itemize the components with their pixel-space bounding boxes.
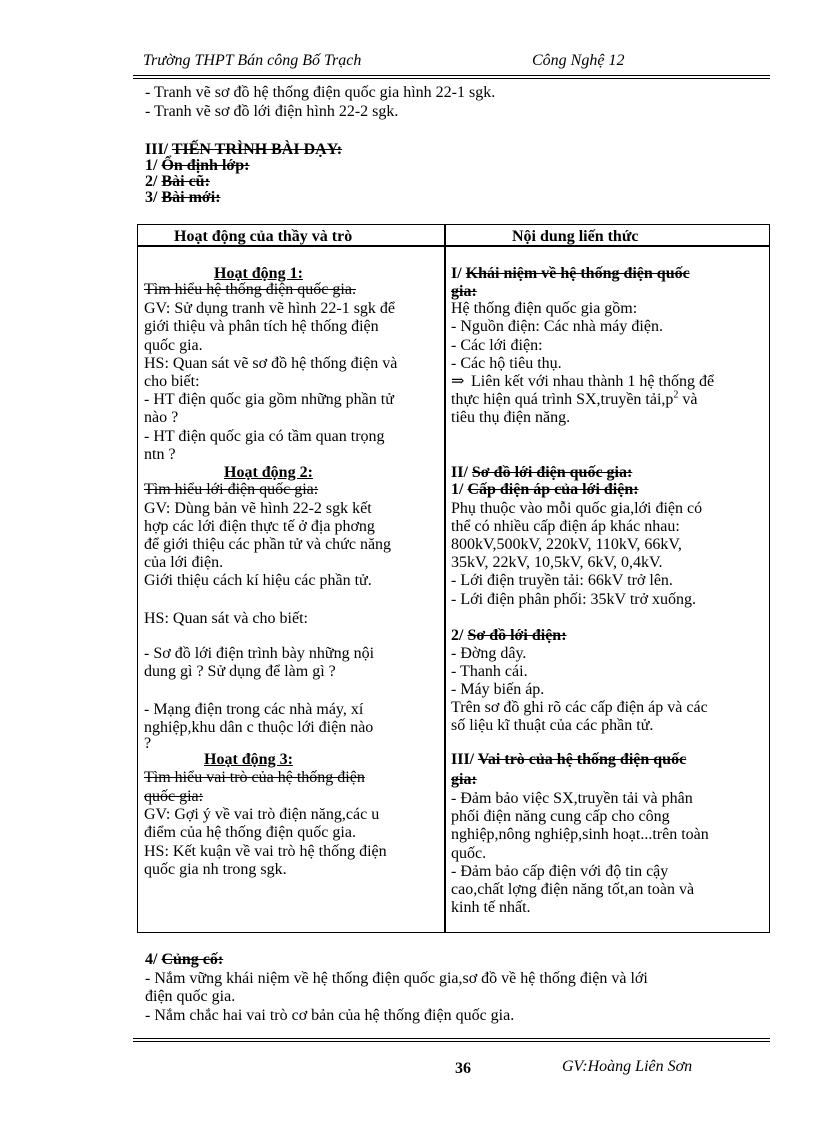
consolidation-number: 4/ <box>145 951 158 968</box>
right-heading-III-title-cont: gia: <box>451 771 477 788</box>
header-subject: Công Nghệ 12 <box>532 52 625 69</box>
left-line: GV: Dùng bản vẽ hình 22-2 sgk kết <box>144 500 372 517</box>
right-heading-I-title-cont: gia: <box>451 283 477 300</box>
left-line: HS: Quan sát và cho biết: <box>144 610 308 627</box>
right-heading-II-2 <box>451 627 567 645</box>
right-line: phối điện năng cung cấp cho công <box>451 808 670 825</box>
section-title: TIẾN TRÌNH BÀI DẠY: <box>171 141 343 158</box>
right-line: - Đờng dây. <box>451 645 527 662</box>
activity-2-subtitle: Tìm hiểu lới điện quốc gia: <box>144 481 319 498</box>
consolidation-line: - Nắm vững khái niệm về hệ thống điện quốc gia,sơ đồ về hệ thống điện và lới <box>145 970 648 987</box>
footer-rule <box>133 1038 770 1039</box>
right-line: - Thanh cái. <box>451 663 528 680</box>
activity-3-subtitle: quốc gia: <box>144 788 204 805</box>
consolidation-title: Củng cố: <box>161 951 224 968</box>
right-line: - Các hộ tiêu thụ. <box>451 355 562 372</box>
right-line: cao,chất lợng điện năng tốt,an toàn và <box>451 881 695 898</box>
right-line: tiêu thụ điện năng. <box>451 409 571 426</box>
header-rule <box>133 75 770 76</box>
subsection-3 <box>145 189 221 207</box>
activity-3-subtitle: Tìm hiểu vai trò của hệ thống điện <box>144 769 365 786</box>
right-arrow-icon: ⇒ <box>451 373 465 390</box>
left-line: - HT điện quốc gia có tầm quan trọng <box>144 428 385 445</box>
header-rule-thin <box>133 78 770 79</box>
right-line <box>451 373 714 391</box>
left-line: ntn ? <box>144 446 176 463</box>
left-line: - Sơ đồ lới điện trình bày những nội <box>144 645 375 662</box>
left-line: dung gì ? Sử dụng để làm gì ? <box>144 663 336 680</box>
activity-2-heading: Hoạt động 2: <box>224 464 313 481</box>
left-line: điểm của hệ thống điện quốc gia. <box>144 824 356 841</box>
material-line: - Tranh vẽ sơ đồ lới điện hình 22-2 sgk. <box>145 103 399 120</box>
left-line: của lới điện. <box>144 554 224 571</box>
right-heading-II <box>451 464 632 482</box>
right-line: quốc. <box>451 845 487 862</box>
subsection-1-label: Ổn định lớp: <box>161 157 250 174</box>
right-line <box>451 391 698 409</box>
subsection-3-number: 3/ <box>145 189 158 206</box>
right-line-text: thực hiện quá trình SX,truyền tải,p <box>451 391 674 408</box>
right-heading-I-number: I/ <box>451 265 462 282</box>
left-line: - HT điện quốc gia gồm những phần tử <box>144 391 394 408</box>
right-line: Trên sơ đồ ghi rõ các cấp điện áp và các <box>451 699 708 716</box>
right-heading-II-number: II/ <box>451 464 468 481</box>
teacher-name: GV:Hoàng Liên Sơn <box>562 1058 693 1075</box>
left-line: - Mạng điện trong các nhà máy, xí <box>144 701 364 718</box>
right-heading-I-title: Khái niệm về hệ thống điện quốc <box>465 265 690 282</box>
right-heading-III <box>451 751 686 769</box>
right-heading-III-title: Vai trò của hệ thống điện quốc <box>477 751 687 768</box>
material-line: - Tranh vẽ sơ đồ hệ thống điện quốc gia hình 22-1 sgk. <box>145 84 496 101</box>
left-line: ? <box>144 735 152 752</box>
right-line: Phụ thuộc vào mỗi quốc gia,lới điện có <box>451 500 703 517</box>
footer-rule-thin <box>133 1041 770 1042</box>
activity-3-heading: Hoạt động 3: <box>204 751 293 768</box>
right-heading-II-1-title: Cấp điện áp của lới điện: <box>467 481 639 498</box>
left-line: giới thiệu và phân tích hệ thống điện <box>144 318 379 335</box>
right-heading-II-2-number: 2/ <box>451 627 464 644</box>
right-line-text: và <box>678 391 698 408</box>
right-heading-II-1 <box>451 481 639 499</box>
left-line: nghiệp,khu dân c thuộc lới điện nào <box>144 719 374 736</box>
subsection-2-number: 2/ <box>145 173 158 190</box>
activity-1-subtitle: Tìm hiểu hệ thống điện quốc gia. <box>144 281 356 298</box>
right-line: - Đảm bảo cấp điện với độ tin cậy <box>451 863 669 880</box>
right-heading-III-number: III/ <box>451 751 475 768</box>
subsection-3-label: Bài mới: <box>161 189 221 206</box>
right-line: - Các lới điện: <box>451 337 543 354</box>
left-line: GV: Sử dụng tranh vẽ hình 22-1 sgk để <box>144 300 396 317</box>
right-heading-II-title: Sơ đồ lới điện quốc gia: <box>471 464 633 481</box>
right-line: - Nguồn điện: Các nhà máy điện. <box>451 318 663 335</box>
right-heading-I <box>451 265 690 283</box>
consolidation-heading <box>145 951 223 969</box>
col1-header: Hoạt động của thầy và trò <box>174 228 353 245</box>
left-line: quốc gia. <box>144 337 203 354</box>
right-line: 800kV,500kV, 220kV, 110kV, 66kV, <box>451 536 682 553</box>
consolidation-line: - Nắm chắc hai vai trò cơ bản của hệ thống điện quốc gia. <box>145 1007 515 1024</box>
right-line: - Máy biến áp. <box>451 681 545 698</box>
right-line: - Lới điện truyền tải: 66kV trở lên. <box>451 572 673 589</box>
left-line: quốc gia nh trong sgk. <box>144 861 287 878</box>
right-line: Hệ thống điện quốc gia gồm: <box>451 300 638 317</box>
consolidation-line: điện quốc gia. <box>145 988 236 1005</box>
subsection-1-number: 1/ <box>145 157 158 174</box>
page-number: 36 <box>455 1060 471 1077</box>
right-line: 35kV, 22kV, 10,5kV, 6kV, 0,4kV. <box>451 554 663 571</box>
header-school: Trường THPT Bán công Bố Trạch <box>143 52 362 69</box>
superscript: 2 <box>673 389 679 401</box>
left-line: HS: Kết kuận về vai trò hệ thống điện <box>144 843 387 860</box>
right-line: - Đảm bảo việc SX,truyền tải và phân <box>451 790 693 807</box>
left-line: GV: Gợi ý về vai trò điện năng,các u <box>144 806 380 823</box>
left-line: cho biết: <box>144 373 200 390</box>
col2-header: Nội dung liến thức <box>512 228 639 245</box>
left-line: để giới thiệu các phần tử và chức năng <box>144 536 392 553</box>
subsection-2-label: Bài cũ: <box>161 173 210 190</box>
left-line: hợp các lới điện thực tế ở địa phơng <box>144 518 375 535</box>
right-line: thể có nhiều cấp điện áp khác nhau: <box>451 518 680 535</box>
right-heading-II-2-title: Sơ đồ lới điện: <box>467 627 567 644</box>
right-line: kinh tế nhất. <box>451 899 531 916</box>
right-line-text: Liên kết với nhau thành 1 hệ thống để <box>471 373 715 390</box>
right-line: nghiệp,nông nghiệp,sinh hoạt...trên toàn <box>451 826 709 843</box>
right-heading-II-1-number: 1/ <box>451 481 464 498</box>
left-line: Giới thiệu cách kí hiệu các phần tử. <box>144 572 372 589</box>
right-line: số liệu kĩ thuật của các phần tử. <box>451 717 654 734</box>
left-line: HS: Quan sát vẽ sơ đồ hệ thống điện và <box>144 355 398 372</box>
right-line: - Lới điện phân phối: 35kV trở xuống. <box>451 591 697 608</box>
activity-1-heading: Hoạt động 1: <box>214 265 303 282</box>
left-line: nào ? <box>144 409 179 426</box>
section-number: III/ <box>145 141 169 158</box>
